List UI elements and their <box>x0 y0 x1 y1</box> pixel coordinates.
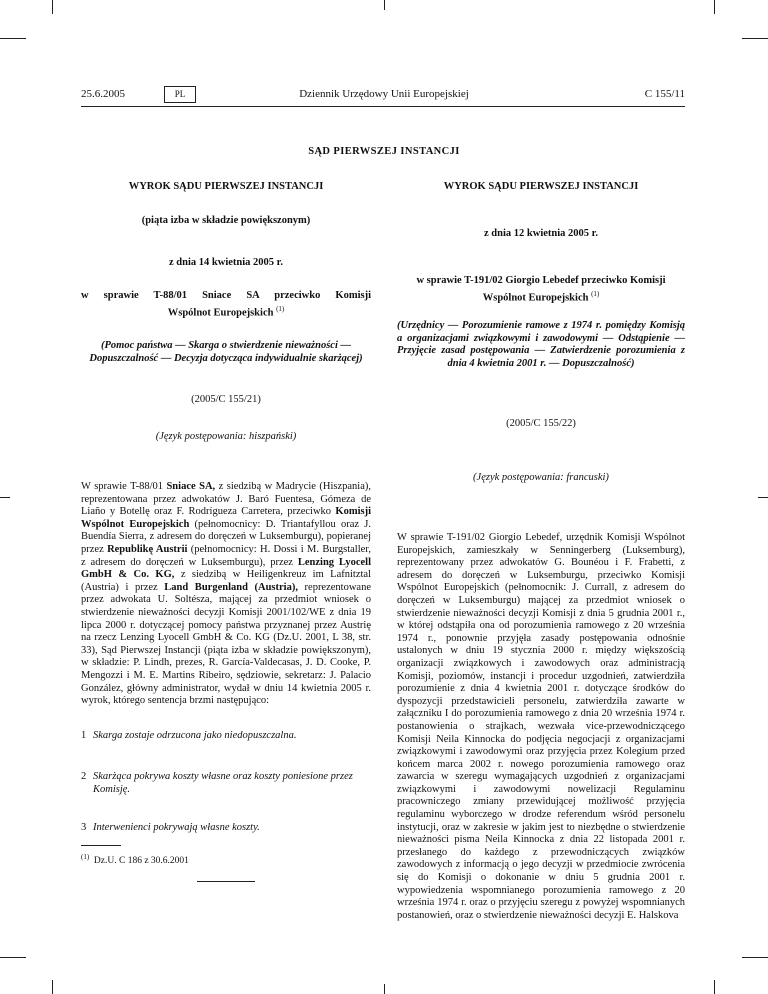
header-rule <box>81 106 685 107</box>
crop-mark <box>0 38 26 39</box>
journal-title: Dziennik Urzędowy Unii Europejskiej <box>299 88 469 100</box>
section-title: SĄD PIERWSZEJ INSTANCJI <box>308 146 460 157</box>
crop-mark <box>384 984 385 994</box>
ruling-item-text: Interwenienci pokrywają własne koszty. <box>93 822 260 833</box>
crop-mark <box>758 497 768 498</box>
crop-mark <box>52 0 53 14</box>
right-body-text: W sprawie T-191/02 Giorgio Lebedef, urzędnik Komisji Wspólnot Europejskich, zamieszkały w Senningerberg (Luksemburg), reprezentowany przez adwokatów G. Bounéou i F. Frabetti, z adresem do doręczeń w Luksemburgu, przeciwko Komisji Wspólnot Europejskich (pełnomocnik: J. Currall, z adresem do doręczeń w Luksemburgu) mającej za przedmiot wniosek o stwierdzenie nieważności decyzji Komisji z dnia 5 grudnia 2001 r., w której odstąpiła ona od porozumienia ramowego z 20 września 1974 r., ponownie przyjęła zasady postępowania odnośnie ustalonych w dniu 19 stycznia 2000 r. między większością organizacji związkowych i zawodowych oraz administracją Komisji, poziomów, instancji i procedur uzgodnień, zatwierdziła porozumienie z dnia 4 kwietnia 2001 r. dotyczące środków do dyspozycji przedstawicieli personelu, zatwierdziła zawarte w załączniku I do porozumienia ramowego z dnia 20 września 1974 r. postanowienia o strajkach, wezwała vice-przewodniczącego Komisji Neila Kinnocka do podjęcia negocjacji z organizacjami związkowymi i zawodowymi oraz przyjęcia przez Kolegium przed końcem marca 2002 r. nowego porozumienia ramowego oraz zawarcia w szeregu wymagających uzgodnień z organizacjami związkowymi i zawodowymi nowelizacji Regulaminu pracowniczego zmiany przewidującej możliwość przyjęcia regulaminu wyborczego w drodze referendum wśród personelu instytucji, oraz w zakresie w jakim jest to niezbędne o stwierdzenie nieważności pisma Neila Kinnocka z dnia 22 listopada 2001 r. przesłanego do każdego z przewodniczących związków zawodowych z informacją o jego decyzji w przedmiocie zwrócenia się do Komisji o dokonanie w dniu 5 grudnia 2001 r. wypowiedzenia wspomnianego porozumienia ramowego z 20 września 1974 r. oraz o przyjęciu szeregu z powyżej wspomnianych postanowień, oraz o stwierdzenie nieważności decyzji E. Halskova <box>397 532 685 921</box>
right-procedure-language: (Język postępowania: francuski) <box>473 472 609 483</box>
left-footnote <box>81 851 371 868</box>
left-date: z dnia 14 kwietnia 2005 r. <box>169 257 283 268</box>
left-body-segment: Land Burgenland (Austria), <box>164 581 298 593</box>
left-chamber: (piąta izba w składzie powiększonym) <box>141 215 311 226</box>
ruling-item-number: 2 <box>81 771 87 782</box>
left-body-segment: W sprawie T-88/01 <box>81 481 167 492</box>
ruling-item <box>81 771 371 796</box>
left-case-title <box>81 290 371 320</box>
left-body-segment: (pełnomocnicy: D. Triantafyllou oraz J. Buendía Sierra, z adresem do doręczeń w Luksemburgu), popieranej przez <box>81 518 371 555</box>
right-oj-reference: (2005/C 155/22) <box>506 418 576 429</box>
left-body-segment: Sniace SA, <box>166 481 216 492</box>
left-body-segment: Republikę Austrii <box>107 543 188 555</box>
right-case-text: w sprawie T-191/02 Giorgio Lebedef przeciwko Komisji Wspólnot Europejskich <box>416 275 666 304</box>
right-keywords: (Urzędnicy — Porozumienie ramowe z 1974 r. pomiędzy Komisją a organizacjami związkowymi i zawodowymi — Odstąpienie — Przyjęcie zasad postępowania — Zatwierdzenie porozumienia z dnia 4 kwietnia 2001 r. — Dopuszczalność) <box>397 320 685 369</box>
right-footnote-ref: (1) <box>591 289 600 298</box>
left-body-segment: z siedzibą w Heiligenkreuz im Lafnitztal (Austria) i przez <box>81 569 371 593</box>
ruling-item <box>81 822 371 835</box>
crop-mark <box>742 957 768 958</box>
left-judgment-title: WYROK SĄDU PIERWSZEJ INSTANCJI <box>128 181 324 192</box>
ruling-item-text: Skarżąca pokrywa koszty własne oraz koszty poniesione przez Komisję. <box>93 771 353 795</box>
footnote-rule <box>81 845 121 846</box>
crop-mark <box>714 0 715 14</box>
crop-mark <box>52 980 53 994</box>
end-rule <box>197 881 255 882</box>
left-body-segment: Komisji Wspólnot Europejskich <box>81 506 371 530</box>
crop-mark <box>384 0 385 10</box>
crop-mark <box>0 957 26 958</box>
right-judgment-title: WYROK SĄDU PIERWSZEJ INSTANCJI <box>443 181 639 192</box>
left-case-line-1: w sprawie T-88/01 Sniace SA przeciwko Komisji <box>81 290 371 301</box>
footnote-mark: (1) <box>81 853 90 861</box>
left-body-segment: reprezentowane przez adwokata U. Soltésza, mającej za przedmiot wniosek o stwierdzenie nieważności decyzji Komisji 2001/102/WE z dnia 19 lipca 2000 r. dotyczącej pomocy państwa przyznanej przez Austrię na rzecz Lenzing Lyocell GmbH & Co. KG (Dz.U. 2001, L 38, str. 33), Sąd Pierwszej Instancji (piąta izba w składzie powiększonym), w składzie: P. Lindh, prezes, R. García-Valdecasas, J. D. Cooke, P. Mengozzi i M. E. Martins Ribeiro, sędziowie, sekretarz: J. Palacio González, główny administrator, wydał w dniu 14 kwietnia 2005 r. wyrok, którego sentencja brzmi następująco: <box>81 581 371 707</box>
left-procedure-language: (Język postępowania: hiszpański) <box>155 431 297 442</box>
footnote-text: Dz.U. C 186 z 30.6.2001 <box>93 856 189 867</box>
left-body-text <box>81 481 371 708</box>
ruling-item-number: 3 <box>81 822 87 833</box>
left-body-segment: z siedzibą w Madrycie (Hiszpania), reprezentowana przez adwokatów J. Baró Fuentesa, Gómeza de Liaño y Botellę oraz F. Rodrígueza Carretera, przeciwko <box>81 481 371 518</box>
crop-mark <box>0 497 10 498</box>
left-oj-reference: (2005/C 155/21) <box>191 394 261 405</box>
right-date: z dnia 12 kwietnia 2005 r. <box>484 228 598 239</box>
left-case-line-2 <box>81 303 371 320</box>
left-keywords: (Pomoc państwa — Skarga o stwierdzenie nieważności — Dopuszczalność — Decyzja dotycząca indywidualnie skarżącej) <box>89 340 363 364</box>
header-date: 25.6.2005 <box>81 88 125 100</box>
language-badge: PL <box>164 86 196 103</box>
ruling-item-text: Skarga zostaje odrzucona jako niedopuszczalna. <box>93 730 297 741</box>
left-body-segment: (pełnomocnicy: H. Dossi i M. Burgstaller, z adresem do doręczeń w Luksemburgu), przez <box>81 543 371 568</box>
left-body-segment: Lenzing Lyocell GmbH & Co. KG, <box>81 556 372 581</box>
crop-mark <box>742 38 768 39</box>
right-case-title <box>397 275 685 305</box>
ruling-item <box>81 730 371 743</box>
left-case-parties: Wspólnot Europejskich <box>167 307 274 319</box>
page-reference: C 155/11 <box>644 88 685 100</box>
left-footnote-ref: (1) <box>276 304 285 313</box>
ruling-item-number: 1 <box>81 730 87 741</box>
crop-mark <box>714 980 715 994</box>
